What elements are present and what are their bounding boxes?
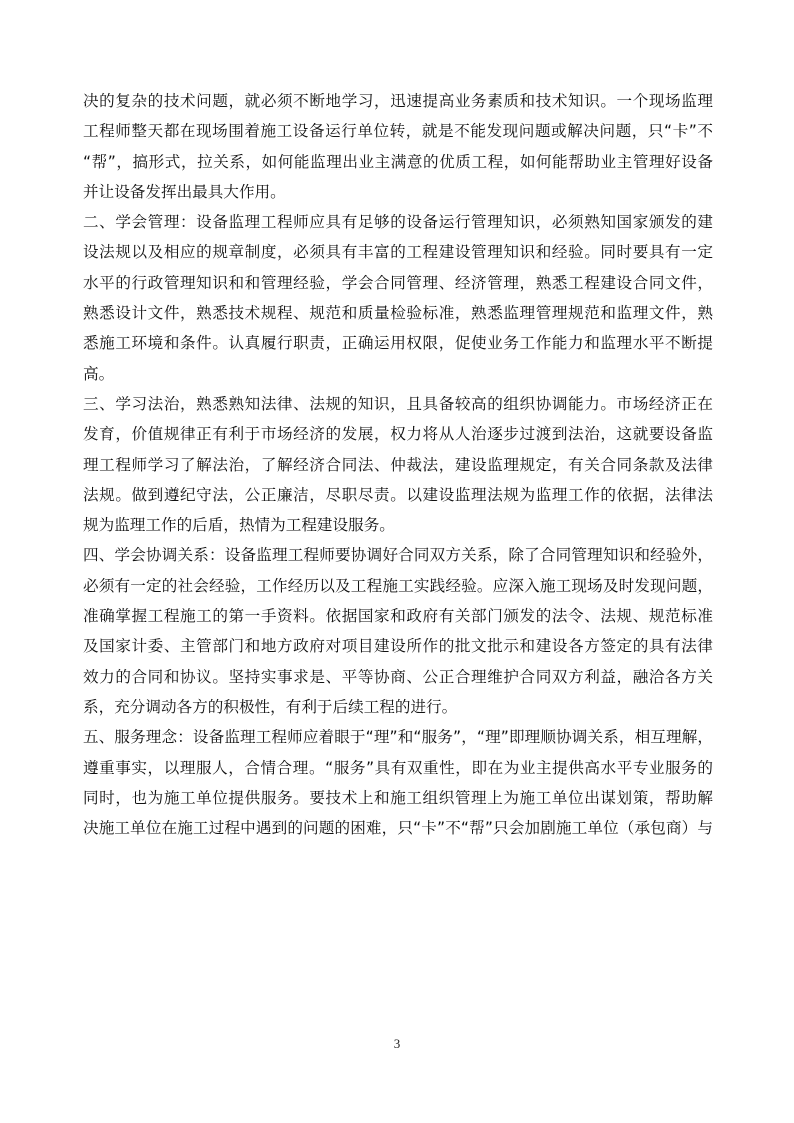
text-line: 决的复杂的技术问题，就必须不断地学习，迅速提高业务素质和技术知识。一个现场监理	[83, 92, 713, 110]
text-line: 及国家计委、主管部门和地方政府对项目建设所作的批文批示和建设各方签定的具有法律	[83, 637, 713, 656]
text-line: 设法规以及相应的规章制度，必须具有丰富的工程建设管理知识和经验。同时要具有一定	[83, 243, 713, 262]
text-line: 工程师整天都在现场围着施工设备运行单位转，就是不能发现问题或解决问题，只“卡”不	[83, 122, 713, 141]
text-line: 水平的行政管理知识和和管理经验，学会合同管理、经济管理，熟悉工程建设合同文件，	[83, 273, 713, 292]
text-line: 系，充分调动各方的积极性，有利于后续工程的进行。	[83, 697, 458, 716]
page-number: 3	[393, 1036, 401, 1051]
text-line: 五、服务理念：设备监理工程师应着眼于“理”和“服务”，“理”即理顺协调关系，相互理解，	[83, 728, 713, 747]
text-line: 法规。做到遵纪守法，公正廉洁，尽职尽责。以建设监理法规为监理工作的依据，法律法	[83, 485, 713, 504]
text-line: 决施工单位在施工过程中遇到的问题的困难，只“卡”不“帮”只会加剧施工单位（承包商）与	[83, 819, 713, 838]
text-line: “帮”，搞形式，拉关系，如何能监理出业主满意的优质工程，如何能帮助业主管理好设备	[83, 152, 713, 171]
text-line: 高。	[83, 364, 115, 383]
text-line: 二、学会管理：设备监理工程师应具有足够的设备运行管理知识，必须熟知国家颁发的建	[83, 213, 713, 232]
text-line: 四、学会协调关系：设备监理工程师要协调好合同双方关系，除了合同管理知识和经验外，	[83, 546, 713, 565]
text-line: 发育，价值规律正有利于市场经济的发展，权力将从人治逐步过渡到法治，这就要设备监	[83, 425, 713, 444]
text-line: 效力的合同和协议。坚持实事求是、平等协商、公正合理维护合同双方利益，融洽各方关	[83, 667, 713, 686]
body-text	[83, 86, 713, 843]
text-line: 三、学习法治，熟悉熟知法律、法规的知识，且具备较高的组织协调能力。市场经济正在	[83, 394, 713, 413]
text-line: 熟悉设计文件，熟悉技术规程、规范和质量检验标准，熟悉监理管理规范和监理文件，熟	[83, 304, 713, 323]
text-line: 必须有一定的社会经验，工作经历以及工程施工实践经验。应深入施工现场及时发现问题，	[83, 576, 713, 595]
text-line: 悉施工环境和条件。认真履行职责，正确运用权限，促使业务工作能力和监理水平不断提	[83, 334, 713, 353]
text-line: 规为监理工作的后盾，热情为工程建设服务。	[83, 516, 395, 535]
text-line: 理工程师学习了解法治，了解经济合同法、仲裁法，建设监理规定，有关合同条款及法律	[83, 455, 713, 474]
text-line: 准确掌握工程施工的第一手资料。依据国家和政府有关部门颁发的法令、法规、规范标准	[83, 607, 713, 626]
text-line: 并让设备发挥出最具大作用。	[83, 182, 286, 201]
text-line: 同时，也为施工单位提供服务。要技术上和施工组织管理上为施工单位出谋划策，帮助解	[83, 788, 713, 807]
text-line: 遵重事实，以理服人，合情合理。“服务”具有双重性，即在为业主提供高水平专业服务的	[83, 758, 713, 777]
